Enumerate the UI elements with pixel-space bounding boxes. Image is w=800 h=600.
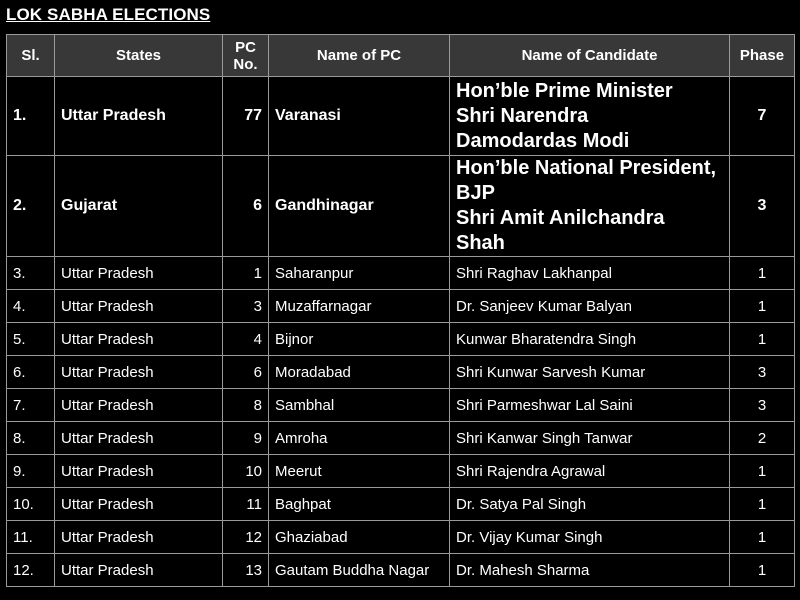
cell-phase: 1	[730, 521, 795, 554]
cell-pc-name: Amroha	[269, 422, 450, 455]
header-candidate: Name of Candidate	[450, 35, 730, 77]
cell-phase: 3	[730, 156, 795, 257]
cell-pc-name: Ghaziabad	[269, 521, 450, 554]
cell-state: Uttar Pradesh	[55, 356, 223, 389]
cell-state: Uttar Pradesh	[55, 554, 223, 587]
cell-sl: 11.	[7, 521, 55, 554]
cell-state: Uttar Pradesh	[55, 389, 223, 422]
cell-pc-name: Gautam Buddha Nagar	[269, 554, 450, 587]
cell-candidate: Kunwar Bharatendra Singh	[450, 323, 730, 356]
table-row	[7, 156, 795, 257]
cell-sl: 12.	[7, 554, 55, 587]
cell-state: Uttar Pradesh	[55, 323, 223, 356]
elections-table	[6, 34, 795, 587]
cell-pc-name: Moradabad	[269, 356, 450, 389]
cell-sl: 3.	[7, 257, 55, 290]
cell-pc-no: 13	[223, 554, 269, 587]
cell-sl: 2.	[7, 156, 55, 257]
table-row	[7, 257, 795, 290]
header-phase: Phase	[730, 35, 795, 77]
cell-sl: 10.	[7, 488, 55, 521]
table-row	[7, 77, 795, 156]
cell-pc-no: 1	[223, 257, 269, 290]
cell-candidate	[450, 77, 730, 156]
cell-pc-no: 6	[223, 356, 269, 389]
cell-pc-name: Saharanpur	[269, 257, 450, 290]
cell-state: Uttar Pradesh	[55, 257, 223, 290]
candidate-line: Damodardas Modi	[456, 129, 630, 152]
cell-phase: 1	[730, 554, 795, 587]
page-title: LOK SABHA ELECTIONS	[6, 5, 211, 24]
cell-state: Uttar Pradesh	[55, 521, 223, 554]
table-row	[7, 554, 795, 587]
table-row	[7, 422, 795, 455]
header-states: States	[55, 35, 223, 77]
header-sl: Sl.	[7, 35, 55, 77]
candidate-line: Shri Amit Anilchandra	[456, 207, 665, 229]
cell-candidate: Shri Parmeshwar Lal Saini	[450, 389, 730, 422]
cell-candidate	[450, 156, 730, 257]
cell-candidate: Dr. Vijay Kumar Singh	[450, 521, 730, 554]
cell-state: Uttar Pradesh	[55, 422, 223, 455]
table-row	[7, 356, 795, 389]
cell-phase: 7	[730, 77, 795, 156]
cell-sl: 8.	[7, 422, 55, 455]
cell-pc-no: 10	[223, 455, 269, 488]
cell-candidate: Shri Raghav Lakhanpal	[450, 257, 730, 290]
header-pc-no	[223, 35, 269, 77]
cell-sl: 9.	[7, 455, 55, 488]
candidate-line: Shri Narendra	[456, 104, 589, 127]
cell-candidate: Dr. Sanjeev Kumar Balyan	[450, 290, 730, 323]
cell-pc-no: 6	[223, 156, 269, 257]
cell-pc-no: 3	[223, 290, 269, 323]
cell-pc-name: Varanasi	[269, 77, 450, 156]
cell-pc-no: 11	[223, 488, 269, 521]
cell-sl: 6.	[7, 356, 55, 389]
cell-phase: 1	[730, 455, 795, 488]
cell-pc-no: 8	[223, 389, 269, 422]
candidate-line: BJP	[456, 182, 495, 204]
cell-sl: 7.	[7, 389, 55, 422]
cell-pc-no: 9	[223, 422, 269, 455]
cell-pc-name: Bijnor	[269, 323, 450, 356]
cell-candidate: Dr. Satya Pal Singh	[450, 488, 730, 521]
header-pc-no-line2: No.	[233, 55, 258, 73]
table-row	[7, 389, 795, 422]
cell-state: Uttar Pradesh	[55, 290, 223, 323]
cell-state: Uttar Pradesh	[55, 488, 223, 521]
cell-candidate: Shri Kunwar Sarvesh Kumar	[450, 356, 730, 389]
cell-state: Gujarat	[55, 156, 223, 257]
cell-candidate: Shri Kanwar Singh Tanwar	[450, 422, 730, 455]
cell-pc-no: 77	[223, 77, 269, 156]
cell-phase: 1	[730, 488, 795, 521]
cell-state: Uttar Pradesh	[55, 77, 223, 156]
header-pc-no-line1: PC	[235, 38, 256, 56]
table-row	[7, 488, 795, 521]
cell-pc-name: Baghpat	[269, 488, 450, 521]
candidate-line: Shah	[456, 232, 505, 254]
cell-pc-no: 12	[223, 521, 269, 554]
cell-pc-name: Sambhal	[269, 389, 450, 422]
cell-pc-name: Meerut	[269, 455, 450, 488]
cell-phase: 2	[730, 422, 795, 455]
cell-phase: 3	[730, 356, 795, 389]
cell-pc-name: Gandhinagar	[269, 156, 450, 257]
cell-pc-name: Muzaffarnagar	[269, 290, 450, 323]
cell-phase: 3	[730, 389, 795, 422]
cell-phase: 1	[730, 290, 795, 323]
cell-pc-no: 4	[223, 323, 269, 356]
header-pc-name: Name of PC	[269, 35, 450, 77]
cell-state: Uttar Pradesh	[55, 455, 223, 488]
cell-candidate: Dr. Mahesh Sharma	[450, 554, 730, 587]
cell-candidate: Shri Rajendra Agrawal	[450, 455, 730, 488]
cell-sl: 1.	[7, 77, 55, 156]
table-row	[7, 290, 795, 323]
cell-sl: 4.	[7, 290, 55, 323]
table-row	[7, 323, 795, 356]
table-row	[7, 455, 795, 488]
cell-sl: 5.	[7, 323, 55, 356]
cell-phase: 1	[730, 323, 795, 356]
header-row	[7, 35, 795, 77]
cell-phase: 1	[730, 257, 795, 290]
candidate-line: Hon’ble Prime Minister	[456, 79, 673, 102]
candidate-line: Hon’ble National President,	[456, 157, 717, 179]
table-row	[7, 521, 795, 554]
